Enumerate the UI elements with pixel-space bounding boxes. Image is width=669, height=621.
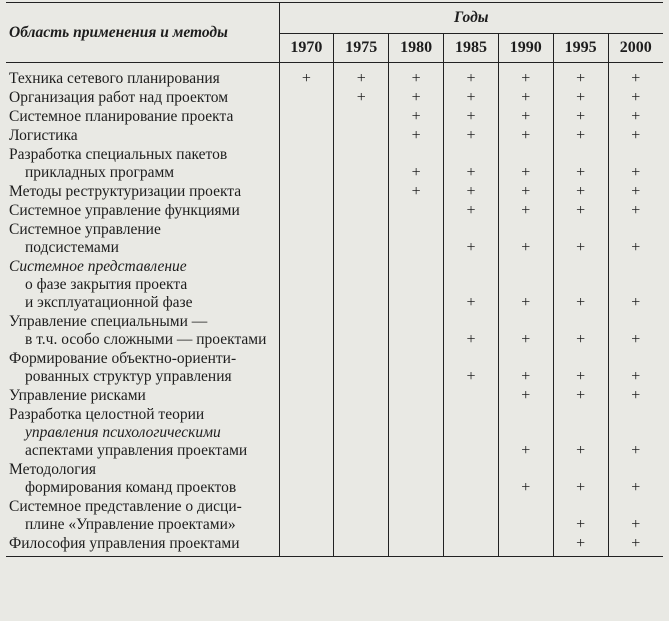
year-mark: +	[444, 258, 499, 313]
year-mark	[334, 350, 389, 387]
year-mark	[279, 202, 334, 221]
year-mark: +	[553, 202, 608, 221]
spacer-cell	[389, 63, 444, 71]
year-mark	[334, 127, 389, 146]
method-name-line: и эксплуатационной фазе	[25, 294, 193, 311]
year-mark: +	[389, 70, 444, 89]
year-mark	[389, 202, 444, 221]
year-mark: +	[498, 461, 553, 498]
year-mark	[279, 258, 334, 313]
table-row	[6, 127, 663, 146]
year-mark	[279, 127, 334, 146]
table-row	[6, 70, 663, 89]
year-mark	[389, 387, 444, 406]
spacer-cell	[608, 63, 663, 71]
table-row	[6, 498, 663, 535]
method-name	[6, 146, 279, 183]
method-name	[6, 183, 279, 202]
method-name-line: управления психологическими	[25, 424, 221, 441]
method-name-line: Разработка целостной теории	[9, 406, 205, 423]
year-mark: +	[553, 313, 608, 350]
spacer-cell	[279, 63, 334, 71]
year-mark: +	[498, 108, 553, 127]
year-header: 1975	[334, 34, 389, 63]
table-row	[6, 406, 663, 461]
method-name	[6, 127, 279, 146]
table-row	[6, 258, 663, 313]
method-name-line: Техника сетевого планирования	[9, 70, 220, 87]
method-name-line: Методы реструктуризации проекта	[9, 183, 242, 200]
year-mark	[279, 313, 334, 350]
year-mark	[279, 350, 334, 387]
method-name	[6, 461, 279, 498]
year-header: 1995	[553, 34, 608, 63]
year-mark: +	[498, 70, 553, 89]
year-mark: +	[608, 498, 663, 535]
year-mark: +	[498, 127, 553, 146]
method-name	[6, 387, 279, 406]
table-row	[6, 146, 663, 183]
table-row	[6, 461, 663, 498]
year-mark	[334, 313, 389, 350]
year-mark: +	[444, 127, 499, 146]
year-mark: +	[553, 146, 608, 183]
method-name	[6, 70, 279, 89]
year-mark	[279, 406, 334, 461]
year-mark	[279, 89, 334, 108]
year-mark: +	[553, 461, 608, 498]
method-name-line: прикладных программ	[25, 164, 175, 181]
year-mark	[389, 258, 444, 313]
year-header: 1990	[498, 34, 553, 63]
table-row	[6, 350, 663, 387]
method-name-line: в т.ч. особо сложными — проектами	[25, 331, 267, 348]
year-mark	[389, 498, 444, 535]
year-mark: +	[498, 89, 553, 108]
year-mark: +	[553, 183, 608, 202]
table-row	[6, 387, 663, 406]
method-name-line: подсистемами	[25, 239, 119, 256]
year-mark: +	[498, 221, 553, 258]
year-mark: +	[608, 146, 663, 183]
year-mark: +	[444, 183, 499, 202]
year-mark: +	[608, 406, 663, 461]
method-name-line: Системное представление	[9, 258, 187, 275]
year-mark: +	[498, 387, 553, 406]
year-mark	[334, 183, 389, 202]
method-name	[6, 108, 279, 127]
year-mark: +	[553, 406, 608, 461]
year-mark: +	[608, 202, 663, 221]
year-mark: +	[553, 221, 608, 258]
year-mark: +	[444, 350, 499, 387]
year-mark: +	[553, 258, 608, 313]
year-mark	[334, 387, 389, 406]
method-name-line: формирования команд проектов	[25, 479, 237, 496]
year-mark: +	[608, 183, 663, 202]
method-name-line: Управление рисками	[9, 387, 146, 404]
year-header: 1970	[279, 34, 334, 63]
year-header: 1980	[389, 34, 444, 63]
year-mark	[334, 406, 389, 461]
method-name-line: Системное планирование проекта	[9, 108, 234, 125]
year-mark: +	[444, 202, 499, 221]
year-mark: +	[389, 146, 444, 183]
method-name	[6, 258, 279, 313]
year-mark	[444, 406, 499, 461]
year-mark	[279, 183, 334, 202]
year-mark: +	[389, 127, 444, 146]
spacer-row	[6, 63, 663, 71]
year-mark: +	[553, 387, 608, 406]
year-mark: +	[608, 461, 663, 498]
table-row	[6, 202, 663, 221]
method-name-line: Формирование объектно-ориенти-	[9, 350, 237, 367]
year-mark: +	[608, 535, 663, 557]
method-name-line: Разработка специальных пакетов	[9, 146, 228, 163]
year-mark: +	[444, 221, 499, 258]
year-mark: +	[553, 127, 608, 146]
year-mark	[279, 221, 334, 258]
method-name	[6, 202, 279, 221]
year-mark	[334, 202, 389, 221]
method-name-line: Философия управления проектами	[9, 535, 240, 552]
spacer-cell	[444, 63, 499, 71]
table-row	[6, 535, 663, 557]
year-mark: +	[553, 498, 608, 535]
method-name	[6, 350, 279, 387]
spacer-cell	[334, 63, 389, 71]
method-name-line: Управление специальными —	[9, 313, 208, 330]
year-mark	[334, 535, 389, 557]
years-header: Годы	[279, 3, 663, 34]
year-mark	[444, 535, 499, 557]
area-header: Область применения и методы	[6, 3, 279, 63]
year-mark: +	[553, 89, 608, 108]
method-name	[6, 221, 279, 258]
year-mark	[498, 498, 553, 535]
year-mark: +	[279, 70, 334, 89]
year-mark: +	[608, 350, 663, 387]
table-row	[6, 221, 663, 258]
table-row	[6, 89, 663, 108]
year-mark	[389, 461, 444, 498]
year-mark	[334, 146, 389, 183]
year-mark: +	[498, 313, 553, 350]
year-mark: +	[498, 146, 553, 183]
year-mark	[334, 108, 389, 127]
year-mark: +	[498, 202, 553, 221]
year-mark	[334, 461, 389, 498]
spacer-cell	[553, 63, 608, 71]
year-mark: +	[608, 387, 663, 406]
table-row	[6, 183, 663, 202]
year-mark	[389, 535, 444, 557]
year-mark: +	[608, 127, 663, 146]
spacer-cell	[498, 63, 553, 71]
method-name-line: Методология	[9, 461, 97, 478]
year-mark: +	[498, 350, 553, 387]
method-name-line: Системное управление функциями	[9, 202, 240, 219]
year-mark	[389, 406, 444, 461]
year-mark: +	[334, 70, 389, 89]
year-mark: +	[444, 146, 499, 183]
year-mark: +	[444, 89, 499, 108]
year-mark: +	[389, 89, 444, 108]
year-mark	[389, 350, 444, 387]
year-mark	[334, 221, 389, 258]
year-mark: +	[389, 108, 444, 127]
year-mark: +	[498, 406, 553, 461]
method-name-line: плине «Управление проектами»	[25, 516, 236, 533]
method-name-line: аспектами управления проектами	[25, 442, 248, 459]
year-mark: +	[389, 183, 444, 202]
method-name	[6, 89, 279, 108]
year-mark: +	[334, 89, 389, 108]
year-mark: +	[553, 350, 608, 387]
method-name	[6, 498, 279, 535]
year-mark: +	[553, 70, 608, 89]
year-mark: +	[444, 70, 499, 89]
header-row	[6, 3, 663, 34]
year-mark: +	[608, 70, 663, 89]
method-name	[6, 535, 279, 557]
year-mark	[444, 498, 499, 535]
year-mark: +	[553, 108, 608, 127]
year-mark	[279, 146, 334, 183]
method-name-line: рованных структур управления	[25, 368, 232, 385]
year-mark	[279, 387, 334, 406]
methods-years-table	[6, 3, 663, 557]
year-mark: +	[608, 89, 663, 108]
year-mark: +	[444, 108, 499, 127]
year-mark	[334, 498, 389, 535]
year-mark	[279, 461, 334, 498]
year-mark: +	[608, 108, 663, 127]
method-name-line: Системное управление	[9, 221, 161, 238]
year-mark	[444, 387, 499, 406]
method-name	[6, 313, 279, 350]
year-mark: +	[444, 313, 499, 350]
table-body	[6, 63, 663, 557]
year-mark: +	[608, 313, 663, 350]
year-mark: +	[498, 183, 553, 202]
method-name-line: о фазе закрытия проекта	[25, 276, 188, 293]
method-name-line: Организация работ над проектом	[9, 89, 229, 106]
year-header: 2000	[608, 34, 663, 63]
year-mark: +	[553, 535, 608, 557]
year-mark	[389, 221, 444, 258]
year-mark	[498, 535, 553, 557]
year-mark	[334, 258, 389, 313]
year-mark	[279, 498, 334, 535]
table-row	[6, 313, 663, 350]
method-name-line: Логистика	[9, 127, 78, 144]
method-name-line: Системное представление о дисци-	[9, 498, 242, 515]
year-mark: +	[608, 258, 663, 313]
year-header: 1985	[444, 34, 499, 63]
year-mark	[279, 535, 334, 557]
year-mark: +	[608, 221, 663, 258]
year-mark: +	[498, 258, 553, 313]
table-row	[6, 108, 663, 127]
year-mark	[389, 313, 444, 350]
year-mark	[279, 108, 334, 127]
method-name	[6, 406, 279, 461]
year-mark	[444, 461, 499, 498]
spacer-cell	[6, 63, 279, 71]
